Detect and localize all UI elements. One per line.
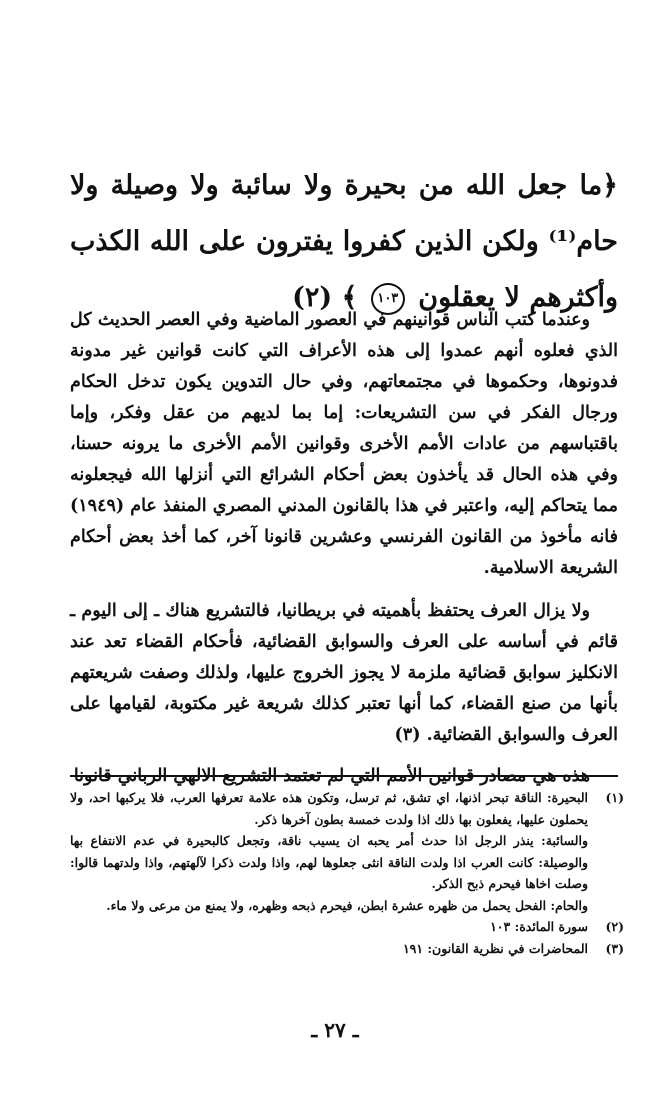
footnote-text xyxy=(70,938,588,960)
quran-text: ﴿ما جعل الله من بحيرة ولا سائبة ولا وصيلة ولا حام⁽¹⁾ ولكن الذين كفروا يفترون على الله الكذب وأكثرهم لا يعقلون xyxy=(70,170,618,313)
footnote-line: البحيرة: الناقة تبحر اذنها، اي تشق، ثم ترسل، وتكون هذه علامة تعرفها العرب، فلا يركبها احد، ولا يحملون عليها، يفعلون بها ذلك اذا ولدت خمسة بطون آخرها ذكر. xyxy=(70,790,588,827)
footnote-2 xyxy=(70,916,624,938)
page-number: ـ ٢٧ ـ xyxy=(311,1018,359,1042)
footnotes xyxy=(70,787,624,959)
paragraph-3: هذه هي مصادر قوانين الأمم التي لم تعتمد التشريع الالهي الرباني قانونا xyxy=(73,766,590,786)
main-text xyxy=(70,305,618,804)
footnote-line: سورة المائدة: ١٠٣ xyxy=(490,919,588,934)
paragraph-1: وعندما كتب الناس قوانينهم في العصور الماضية وفي العصر الحديث كل الذي فعلوه أنهم عمدوا إلى هذه الأعراف التي كانت قوانين غير مدونة فدونوها، وحكموها في مجتمعاتهم، وفي حال التدوين يكون تدخل الحكام ورجال الفكر في سن التشريعات: إما بما لديهم من عقل وفكر، وإما باقتباسهم من عادات الأمم الأخرى وقوانين الأمم الأخرى ما يرونه حسنا، وفي هذه الحال قد يأخذون بعض أحكام الشرائع التي أنزلها الله فيجعلونه مما يتحاكم إليه، واعتبر في هذا بالقانون المدني المصري المنفذ عام (١٩٤٩) فانه مأخوذ من القانون الفرنسي وعشرين قانونا آخر، كما أخذ بعض أحكام الشريعة الاسلامية. xyxy=(70,310,618,578)
paragraph-2: ولا يزال العرف يحتفظ بأهميته في بريطانيا، فالتشريع هناك ـ إلى اليوم ـ قائم في أساسه على العرف والسوابق القضائية، فأحكام القضاء تعد عند الانكليز سوابق قضائية ملزمة لا يجوز الخروج عليها، ولذلك وصفت شريعتهم بأنها من صنع القضاء، كما أنها تعتبر كذلك شريعة غير مكتوبة، لقيامها على العرف والسوابق القضائية. (٣) xyxy=(70,601,618,745)
footnote-1 xyxy=(70,787,624,916)
footnote-line: والحام: الفحل يحمل من ظهره عشرة ابطن، فيحرم ذبحه وظهره، ولا يمنع من مرعى ولا ماء. xyxy=(106,897,588,913)
footnote-text xyxy=(70,787,588,916)
footnote-3 xyxy=(70,938,624,960)
quran-verse xyxy=(70,158,618,326)
footnote-text xyxy=(70,916,588,938)
footnote-number: (٣) xyxy=(605,940,624,956)
footnote-line: المحاضرات في نظرية القانون: ١٩١ xyxy=(402,940,588,956)
footnote-number: (١) xyxy=(605,790,624,805)
footnote-divider xyxy=(70,775,618,777)
footnote-line: والسائبة: ينذر الرجل اذا حدث أمر يحبه ان يسيب ناقة، وتجعل كالبحيرة في عدم الانتفاع بها والوصيلة: كانت العرب اذا ولدت الناقة انثى جعلوها لهم، واذا ولدت ذكرا لآلهتهم، واذا ولدتهما قالوا: وصلت اخاها فيحرم ذبح الذكر. xyxy=(70,833,588,891)
quran-reference: ﴾ (٢) xyxy=(292,282,358,313)
footnote-number: (٢) xyxy=(605,919,624,934)
verse-number-marker: ١٠٣ xyxy=(371,283,405,315)
